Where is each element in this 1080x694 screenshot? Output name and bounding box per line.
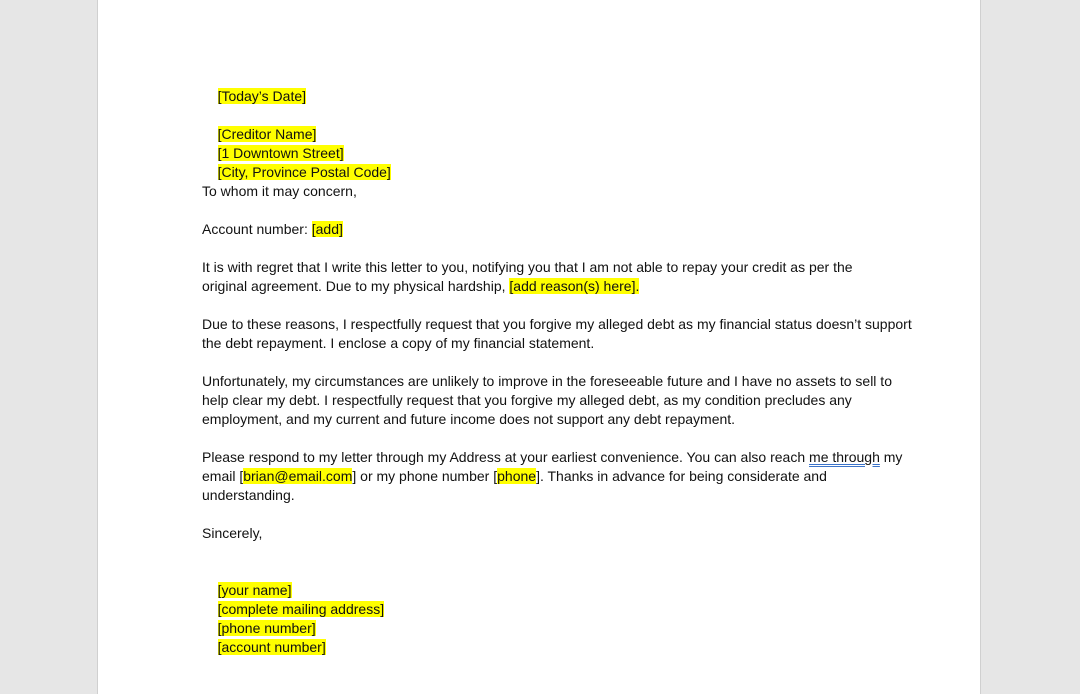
paragraph-4-line-2[interactable] xyxy=(202,467,827,486)
paragraph-1-line-2[interactable] xyxy=(202,277,639,296)
signature-account-line[interactable] xyxy=(202,619,326,655)
signature-phone-line[interactable] xyxy=(202,600,316,636)
signature-address-line[interactable] xyxy=(202,581,385,617)
paragraph-4-line-3[interactable]: understanding. xyxy=(202,487,295,503)
signature-name-placeholder: [your name] xyxy=(217,582,292,598)
document-page xyxy=(97,0,981,694)
closing[interactable]: Sincerely, xyxy=(202,525,263,541)
creditor-city-line[interactable] xyxy=(202,144,391,180)
signature-phone-placeholder: [phone number] xyxy=(217,620,316,636)
reason-placeholder: [add reason(s) here]. xyxy=(509,278,640,294)
paragraph-3-line-1[interactable]: Unfortunately, my circumstances are unlikely to improve in the foreseeable future and I have no assets to sell to xyxy=(202,373,892,389)
paragraph-1-line-1[interactable]: It is with regret that I write this letter to you, notifying you that I am not able to repay your credit as per the xyxy=(202,259,853,275)
paragraph-4-text-a: Please respond to my letter through my Address at your earliest convenience. You can also reach xyxy=(202,449,810,465)
paragraph-4-line-1[interactable] xyxy=(202,448,902,467)
paragraph-3-line-2[interactable]: help clear my debt. I respectfully request that you forgive my alleged debt, as my condition precludes any xyxy=(202,392,852,408)
paragraph-1-text: original agreement. Due to my physical hardship, xyxy=(202,278,510,294)
grammar-flagged-text[interactable]: me through xyxy=(809,449,880,465)
creditor-name-placeholder: [Creditor Name] xyxy=(217,126,317,142)
phone-prefix: ] or my phone number [ xyxy=(352,468,498,484)
paragraph-4-text-c: my xyxy=(879,449,903,465)
paragraph-2-line-2[interactable]: the debt repayment. I enclose a copy of my financial statement. xyxy=(202,335,595,351)
creditor-city-placeholder: [City, Province Postal Code] xyxy=(217,164,391,180)
email-placeholder: brian@email.com xyxy=(243,468,353,484)
paragraph-2-line-1[interactable]: Due to these reasons, I respectfully request that you forgive my alleged debt as my financial status doesn’t support xyxy=(202,316,912,332)
account-number-line[interactable] xyxy=(202,220,343,239)
account-number-placeholder: [add] xyxy=(311,221,343,237)
signature-name-line[interactable] xyxy=(202,562,292,598)
email-prefix: email [ xyxy=(202,468,244,484)
salutation[interactable]: To whom it may concern, xyxy=(202,183,357,199)
date-placeholder: [Today’s Date] xyxy=(217,88,307,104)
date-line[interactable] xyxy=(202,68,307,104)
creditor-street-line[interactable] xyxy=(202,125,344,161)
phone-placeholder: phone xyxy=(497,468,537,484)
account-number-label: Account number: xyxy=(202,221,312,237)
signature-account-placeholder: [account number] xyxy=(217,639,326,655)
creditor-name-line[interactable] xyxy=(202,106,317,142)
paragraph-3-line-3[interactable]: employment, and my current and future income does not support any debt repayment. xyxy=(202,411,736,427)
signature-address-placeholder: [complete mailing address] xyxy=(217,601,385,617)
paragraph-4-text-end: ]. Thanks in advance for being considerate and xyxy=(536,468,827,484)
creditor-street-placeholder: [1 Downtown Street] xyxy=(217,145,344,161)
